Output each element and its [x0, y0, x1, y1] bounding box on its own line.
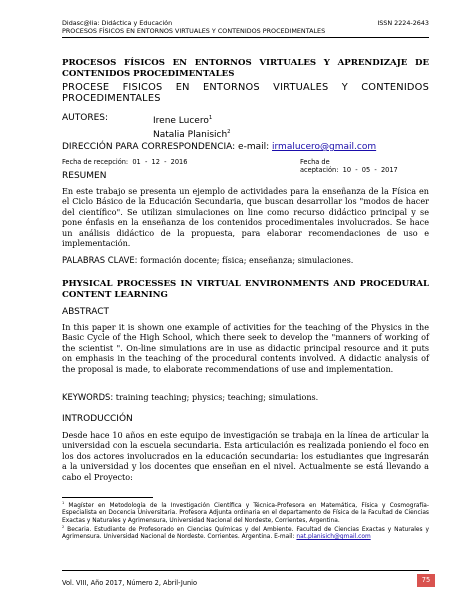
running-title: PROCESOS FÍSICOS EN ENTORNOS VIRTUALES Y CONTENIDOS PROCEDIMENTALES: [62, 27, 326, 35]
introduccion-heading: INTRODUCCIÓN: [62, 414, 133, 424]
introduccion-text: Desde hace 10 años en este equipo de investigación se trabaja en la línea de articular la universidad con la escuela secundaria. Esta articulación es realizada poniendo el foco en los dos actores involucrados en la educación secundaria: los estudiantes que ingresarán a la universidad y los docentes que enseñan en el nivel. Actualmente se está llevando a cabo el Proyecto:: [62, 430, 429, 482]
submission-dates: [62, 158, 429, 174]
palabras-clave-text: formación docente; física; enseñanza; simulaciones.: [140, 255, 354, 265]
keywords-label: KEYWORDS:: [62, 392, 114, 402]
author-2-footnote-mark: 2: [227, 129, 231, 135]
author-2-name: Natalia Planisich: [153, 130, 228, 140]
paper-title-es: PROCESOS FÍSICOS EN ENTORNOS VIRTUALES Y APRENDIZAJE DE CONTENIDOS PROCEDIMENTALES: [62, 58, 429, 79]
palabras-clave-label: PALABRAS CLAVE:: [62, 255, 138, 265]
correspondence-email-link[interactable]: irmalucero@gmail.com: [272, 142, 377, 152]
resumen-text: En este trabajo se presenta un ejemplo de actividades para la enseñanza de la Física en el Ciclo Básico de la Educación Secundaria, que buscan desarrollar los "modos de hacer del científico". Se utilizan simulaciones on line como recurso didáctico principal y se pone énfasis en la enseñanza de los contenidos procedimentales involucrados. Se hace un análisis didáctico de la propuesta, para elaborar recomendaciones de uso e implementación.: [62, 186, 429, 249]
journal-name: Didasc@lia: Didáctica y Educación: [62, 19, 173, 27]
journal-header: [62, 19, 429, 27]
footer-rule: [62, 570, 429, 571]
footnote-2-text: Becaria. Estudiante de Profesorado en Ciencias Químicas y del Ambiente. Facultad de Ciencias Exactas y Naturales y Agrimensura. Universidad Nacional de Nordeste. Corrientes. Argentina. E-mail:: [62, 526, 429, 541]
footer-volume: Vol. VIII, Año 2017, Número 2, Abril-Junio: [62, 579, 198, 587]
header-rule: [62, 37, 429, 38]
received-date: 01 - 12 - 2016: [132, 158, 188, 166]
abstract-heading: ABSTRACT: [62, 307, 110, 317]
footnote-1-text: Magíster en Metodología de la Investigación Científica y Técnica-Profesora en Matemática, Física y Cosmografía-Especialista en Docencia Universitaria. Profesora Adjunta ordinaria en el departamento de Física de la Facultad de Ciencias Exactas y Naturales y Agrimensura, Universidad Nacional del Nordeste, Corrientes, Argentina.: [62, 502, 429, 524]
keywords-text: training teaching; physics; teaching; simulations.: [115, 392, 319, 402]
page-number-badge: 75: [417, 574, 435, 587]
footnote-2-email-link[interactable]: nat.planisich@gmail.com: [296, 534, 371, 541]
palabras-clave: [62, 255, 429, 265]
received-label: Fecha de recepción:: [62, 158, 129, 166]
author-1-name: Irene Lucero: [153, 116, 209, 126]
issn: ISSN 2224-2643: [377, 19, 429, 27]
author-2: [153, 127, 231, 141]
keywords: [62, 392, 429, 402]
authors-label: AUTORES:: [62, 113, 109, 123]
accepted-label: Fecha de aceptación:: [300, 158, 339, 174]
correspondence-label: DIRECCIÓN PARA CORRESPONDENCIA: e-mail:: [62, 142, 270, 152]
correspondence: [62, 142, 376, 153]
accepted: [300, 158, 429, 174]
abstract-text: In this paper it is shown one example of activities for the teaching of the Physics in the Basic Cycle of the High School, which there seek to develop the "manners of working of the scientist ". On-line simulations are in use as didactic principal resource and it puts on emphasis in the teaching of the procedural contents involved. A didactic analysis of the proposal is made, to elaborate recommendations of use and implementation.: [62, 322, 429, 374]
resumen-heading: RESUMEN: [62, 171, 107, 181]
footnote-rule: [62, 497, 153, 498]
author-1-footnote-mark: 1: [208, 115, 213, 121]
paper-title-en: PHYSICAL PROCESSES IN VIRTUAL ENVIRONMENTS AND PROCEDURAL CONTENT LEARNING: [62, 279, 429, 300]
author-1: [153, 113, 212, 127]
footnote-2: [62, 524, 429, 542]
footnote-1: [62, 500, 429, 525]
accepted-date: 10 - 05 - 2017: [342, 166, 398, 174]
footnote-1-number: 1: [62, 501, 65, 505]
footnote-2-number: 2: [62, 525, 65, 529]
paper-title-secondary: PROCESE FISICOS EN ENTORNOS VIRTUALES Y CONTENIDOS PROCEDIMENTALES: [62, 82, 429, 104]
